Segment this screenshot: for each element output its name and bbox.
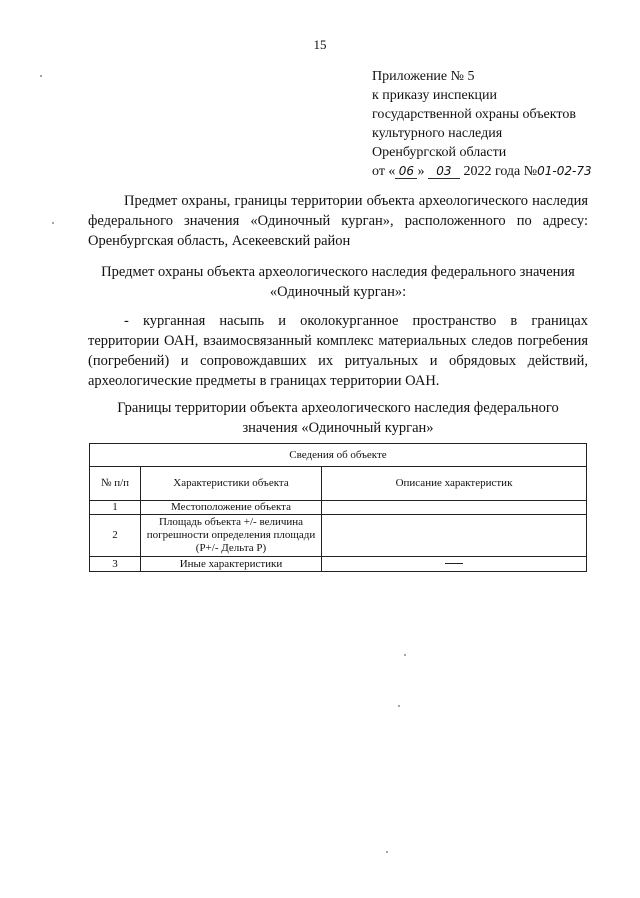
row-description <box>322 557 587 572</box>
appendix-line: культурного наследия <box>372 126 503 141</box>
appendix-date-line <box>372 162 622 181</box>
date-year: 2022 года № <box>463 164 538 179</box>
object-info-table <box>89 443 587 572</box>
row-description <box>322 501 587 515</box>
table-header-number: № п/п <box>90 467 141 501</box>
scan-speck <box>386 851 388 853</box>
date-prefix: от « <box>372 164 396 179</box>
appendix-line: к приказу инспекции <box>372 88 498 103</box>
handwritten-month: 03 <box>428 164 460 179</box>
date-mid: » <box>417 164 425 179</box>
table-header-description: Описание характеристик <box>322 467 587 501</box>
row-characteristic: Иные характеристики <box>141 557 322 572</box>
table-row <box>90 557 587 572</box>
row-number: 2 <box>90 515 141 557</box>
row-characteristic: Площадь объекта +/- величина погрешности определения площади (Р+/- Дельта Р) <box>141 515 322 557</box>
row-characteristic: Местоположение объекта <box>141 501 322 515</box>
table-row <box>90 515 587 557</box>
empty-dash-mark <box>445 563 463 564</box>
subject-heading: Предмет охраны объекта археологического наследия федерального значения «Одиночный курган»: <box>101 264 575 300</box>
appendix-header <box>372 67 622 181</box>
appendix-line: государственной охраны объектов <box>372 107 576 122</box>
row-description <box>322 515 587 557</box>
boundary-heading: Границы территории объекта археологического наследия федерального значения «Одиночный курган» <box>117 400 559 436</box>
subject-description: - курганная насыпь и околокурганное пространство в границах территории ОАН, взаимосвязанный комплекс материальных следов погребения (погребений) и сопровождавших их ритуальных и обрядовых действий, археологические предметы в границах территории ОАН. <box>88 313 588 389</box>
scan-speck <box>398 705 400 707</box>
appendix-line: Оренбургской области <box>372 145 507 160</box>
scan-speck <box>404 654 406 656</box>
scan-speck <box>40 75 42 77</box>
table-merged-header: Сведения об объекте <box>90 444 587 467</box>
handwritten-order-number: 01-02-73 <box>537 164 592 178</box>
table-row <box>90 501 587 515</box>
scan-speck <box>52 222 54 224</box>
appendix-line: Приложение № 5 <box>372 69 475 84</box>
document-title: Предмет охраны, границы территории объекта археологического наследия федерального значения «Одиночный курган», расположенного по адресу: Оренбургская область, Асекеевский район <box>88 193 588 249</box>
table-header-characteristic: Характеристики объекта <box>141 467 322 501</box>
handwritten-day: 06 <box>395 164 417 179</box>
row-number: 1 <box>90 501 141 515</box>
row-number: 3 <box>90 557 141 572</box>
page-number: 15 <box>313 37 327 52</box>
